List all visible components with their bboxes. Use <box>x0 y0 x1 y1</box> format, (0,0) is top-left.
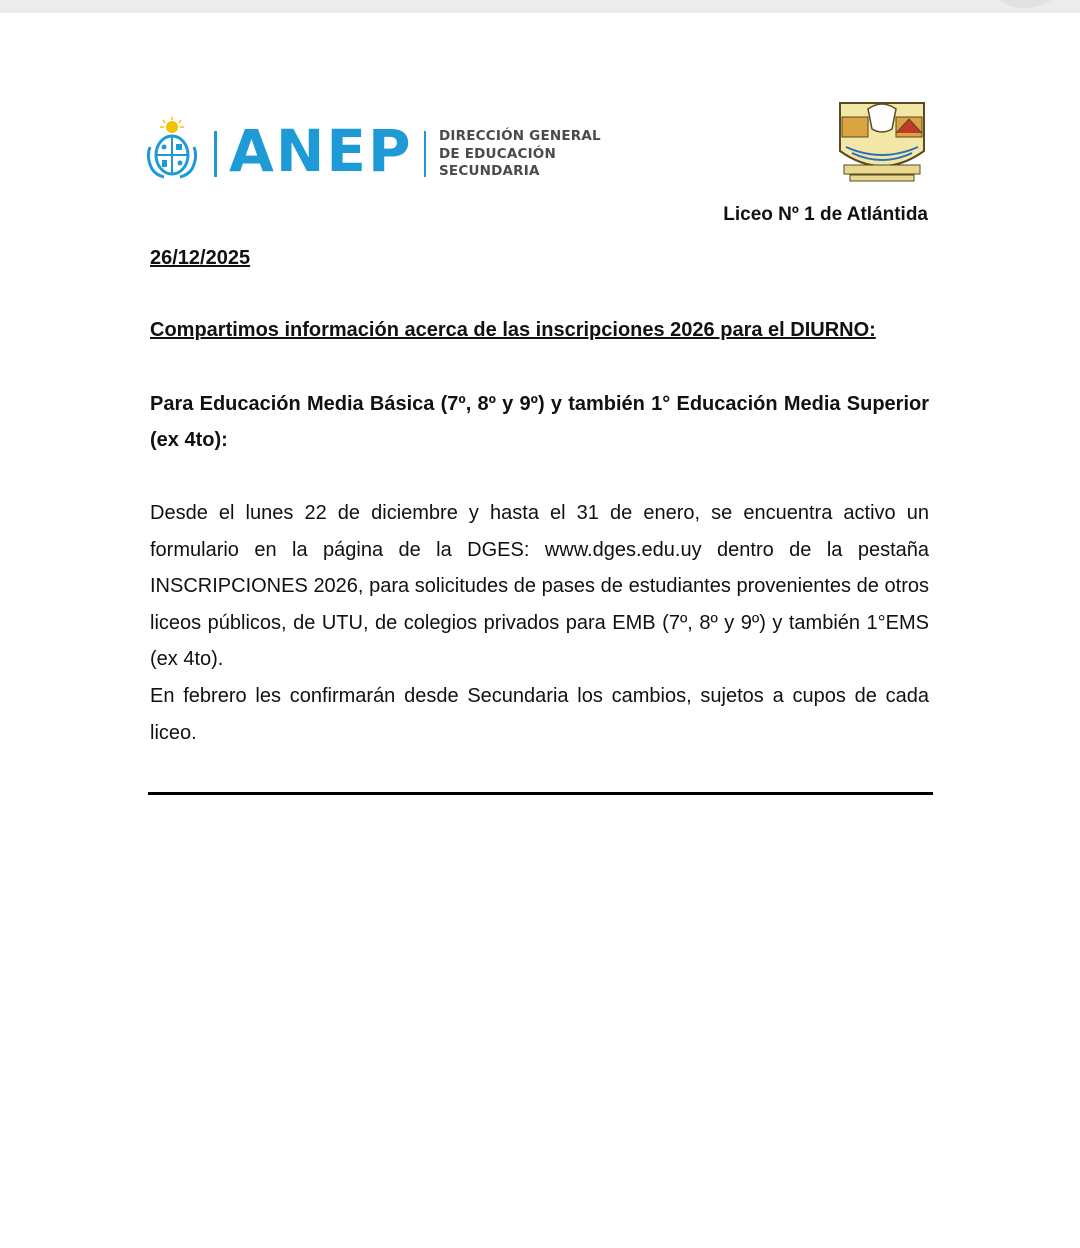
document-subheading: Para Educación Media Básica (7º, 8º y 9º) y también 1° Educación Media Superior (ex 4to): <box>150 393 929 451</box>
body-paragraph: En febrero les confirmarán desde Secundaria los cambios, sujetos a cupos de cada liceo. <box>150 685 929 744</box>
corner-shape <box>990 0 1060 8</box>
dges-line: DIRECCIÓN GENERAL <box>439 128 601 144</box>
logo-divider <box>214 131 217 177</box>
anep-wordmark: ANEP <box>229 117 413 185</box>
document-page <box>0 13 1080 1248</box>
liceo-name: Liceo Nº 1 de Atlántida <box>723 204 928 225</box>
liceo-crest-icon <box>836 99 928 183</box>
logo-divider-secondary <box>424 131 426 177</box>
top-status-strip <box>0 0 1080 13</box>
dges-line: DE EDUCACIÓN <box>439 145 556 162</box>
body-paragraph: Desde el lunes 22 de diciembre y hasta el 31 de enero, se encuentra activo un formulario en la página de la DGES: www.dges.edu.uy dentro de la pestaña INSCRIPCIONES 2026, para solicitudes de pases de estudiantes provenientes de otros liceos públicos, de UTU, de colegios privados para EMB (7º, 8º y 9º) y también 1°EMS (ex 4to). <box>150 502 929 670</box>
dges-line: SECUNDARIA <box>439 163 540 179</box>
uruguay-coat-of-arms-icon <box>146 117 198 181</box>
anep-logo <box>146 117 616 207</box>
dges-name <box>439 128 601 181</box>
document-date: 26/12/2025 <box>150 247 251 269</box>
horizontal-rule <box>148 792 933 795</box>
document-heading: Compartimos información acerca de las inscripciones 2026 para el DIURNO: <box>150 319 876 341</box>
